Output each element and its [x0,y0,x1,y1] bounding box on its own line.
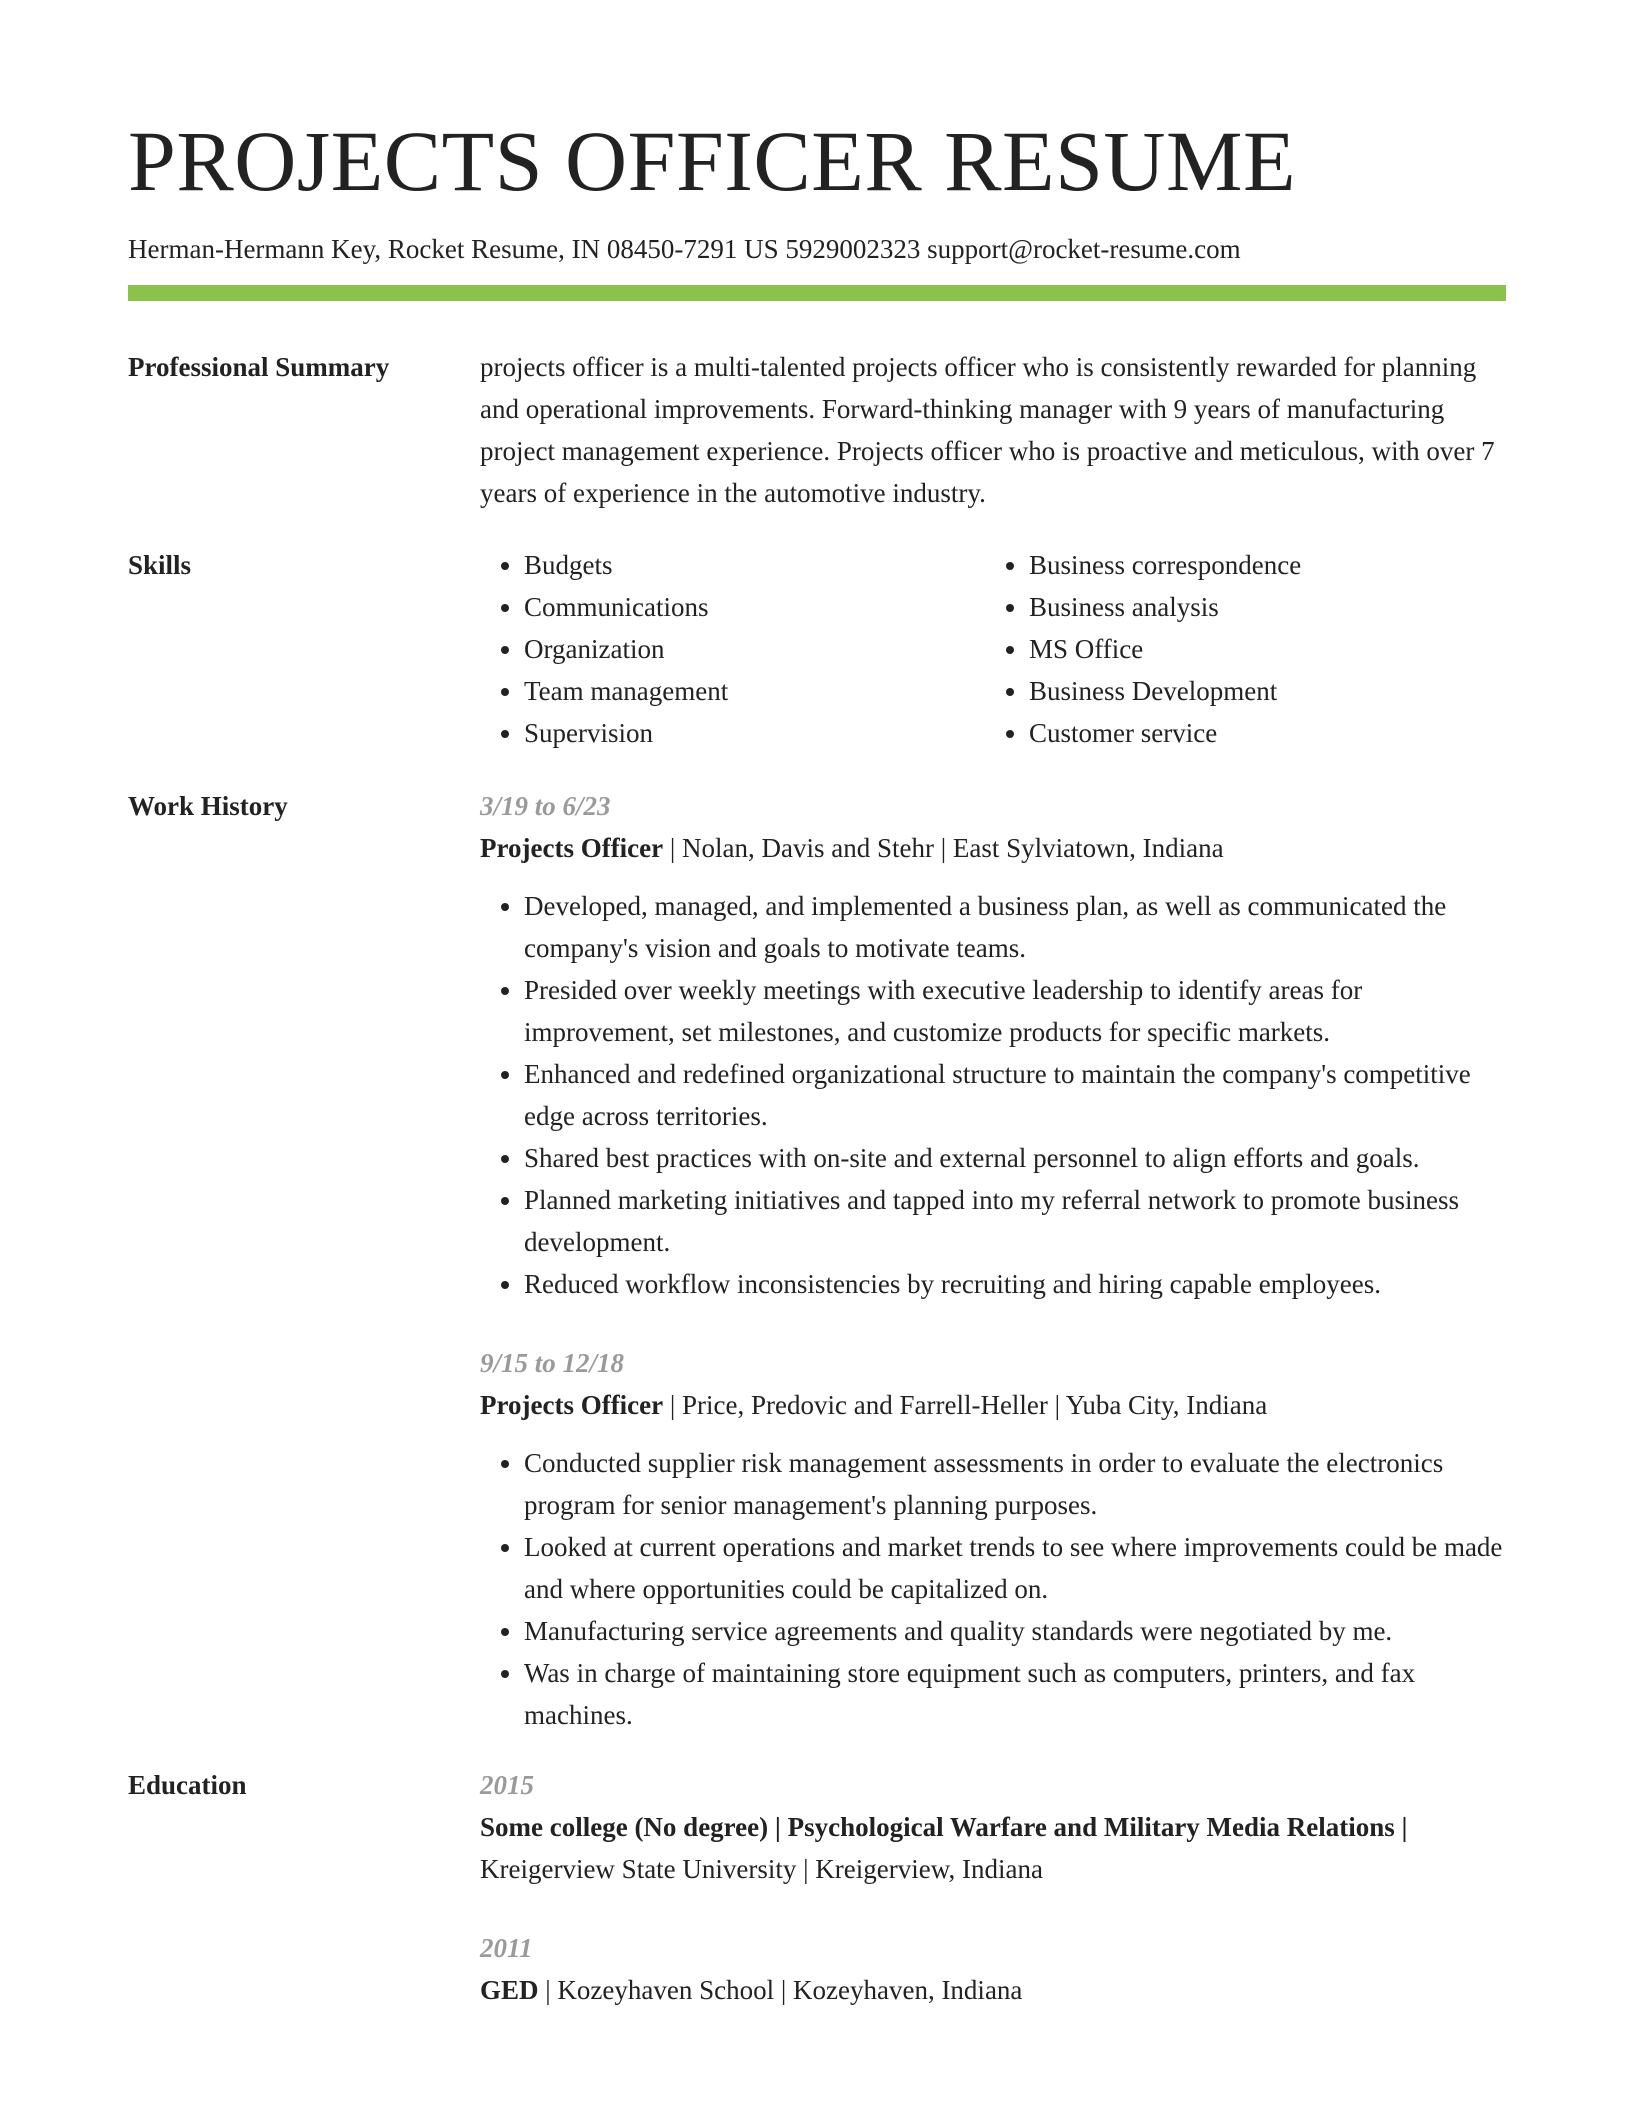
skills-body [480,544,1506,754]
education-year: 2011 [480,1933,533,1963]
job-heading [480,827,1506,869]
job-title: Projects Officer [480,1390,664,1420]
work-history-body [480,785,1506,1773]
job-bullet: • Conducted supplier risk management assessments in order to evaluate the electronics program for senior management's planning purposes. [524,1442,1506,1526]
summary-label: Professional Summary [128,352,390,382]
job-entry [480,785,1506,1305]
job-dates: 3/19 to 6/23 [480,791,611,821]
job-dates: 9/15 to 12/18 [480,1348,625,1378]
job-bullets [480,885,1506,1305]
summary-body [480,346,1506,514]
work-history-label: Work History [128,791,288,821]
summary-text: projects officer is a multi-talented projects officer who is consistently rewarded for planning and operational improvements. Forward-thinking manager with 9 years of manufacturing project management experience. Projects officer who is proactive and meticulous, with over 7 years of experience in the automotive industry. [480,352,1495,508]
job-details: | Nolan, Davis and Stehr | East Sylviatown, Indiana [663,833,1224,863]
skills-column-right [985,544,1490,754]
skill-item: • Budgets [524,544,985,586]
education-details [480,1969,1506,2011]
job-entry [480,1342,1506,1736]
skill-item: • Organization [524,628,985,670]
job-bullet: • Shared best practices with on-site and external personnel to align efforts and goals. [524,1137,1506,1179]
job-title: Projects Officer [480,833,664,863]
skill-item: • Team management [524,670,985,712]
skills-label: Skills [128,550,192,580]
job-details: | Price, Predovic and Farrell-Heller | Yuba City, Indiana [663,1390,1268,1420]
skill-item: • Customer service [1029,712,1490,754]
education-details [480,1806,1506,1890]
job-bullet: • Reduced workflow inconsistencies by recruiting and hiring capable employees. [524,1263,1506,1305]
skill-item: • Communications [524,586,985,628]
education-year: 2015 [480,1770,534,1800]
skill-item: • Business analysis [1029,586,1490,628]
header-divider [128,285,1506,301]
job-bullet: • Enhanced and redefined organizational structure to maintain the company's competitive edge across territories. [524,1053,1506,1137]
skill-item: • Business Development [1029,670,1490,712]
skills-column-left [480,544,985,754]
job-bullets [480,1442,1506,1736]
education-school: | Kozeyhaven School | Kozeyhaven, Indiana [538,1975,1023,2005]
education-degree: Some college (No degree) | Psychological Warfare and Military Media Relations | [480,1812,1408,1842]
education-entry [480,1927,1506,2011]
education-degree: GED [480,1975,539,2005]
skill-item: • Business correspondence [1029,544,1490,586]
education-school: Kreigerview State University | Kreigerview, Indiana [480,1854,1043,1884]
resume-title: PROJECTS OFFICER RESUME [128,113,1297,209]
job-bullet: • Was in charge of maintaining store equipment such as computers, printers, and fax machines. [524,1652,1506,1736]
education-entry [480,1764,1506,1890]
job-bullet: • Planned marketing initiatives and tapped into my referral network to promote business development. [524,1179,1506,1263]
job-heading [480,1384,1506,1426]
skill-item: • MS Office [1029,628,1490,670]
job-bullet: • Looked at current operations and market trends to see where improvements could be made and where opportunities could be capitalized on. [524,1526,1506,1610]
job-bullet: • Manufacturing service agreements and quality standards were negotiated by me. [524,1610,1506,1652]
job-bullet: • Developed, managed, and implemented a business plan, as well as communicated the company's vision and goals to motivate teams. [524,885,1506,969]
education-label: Education [128,1770,247,1800]
contact-line: Herman-Hermann Key, Rocket Resume, IN 08450-7291 US 5929002323 support@rocket-resume.com [128,234,1241,264]
skill-item: • Supervision [524,712,985,754]
job-bullet: • Presided over weekly meetings with executive leadership to identify areas for improvement, set milestones, and customize products for specific markets. [524,969,1506,1053]
education-body [480,1764,1506,2048]
